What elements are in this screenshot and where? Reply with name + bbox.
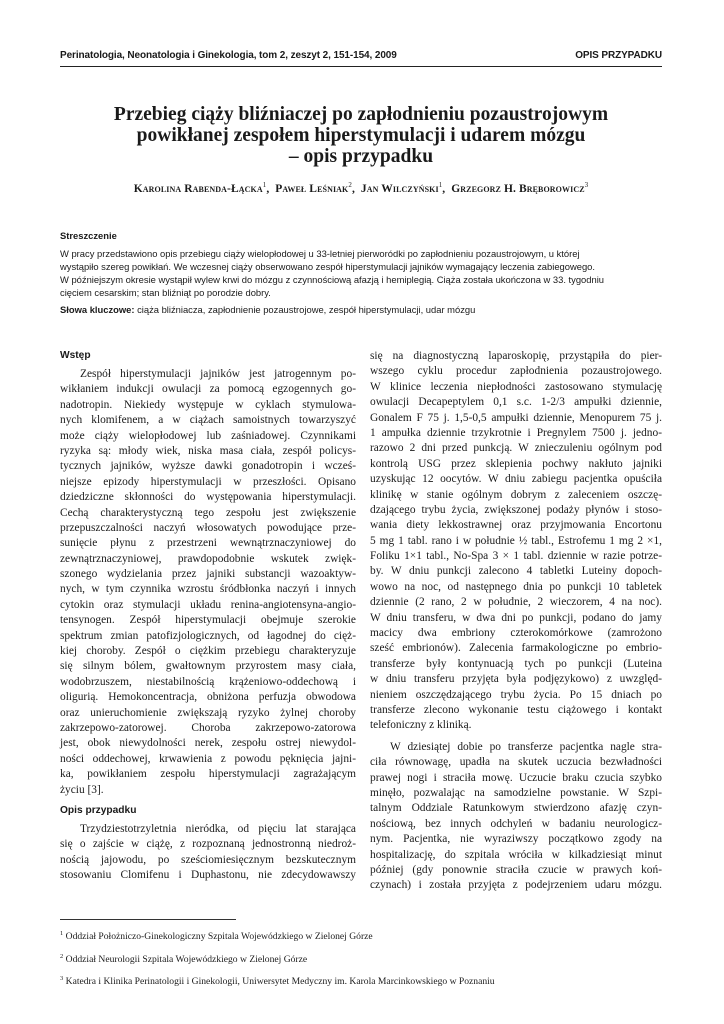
abstract-line: cięciem cesarskim; stan bliźniąt po porodzie dobry. [60, 286, 271, 298]
text-line: klinikę w stanie ogólnym dobrym z zaleceniem oszczę- [370, 488, 662, 501]
text-line: później (gdy ponownie straciła czucie w prawych koń- [370, 863, 662, 876]
case-paragraph-2 [370, 740, 662, 894]
title-line: Przebieg ciąży bliźniaczej po zapłodnieniu pozaustrojowym [113, 104, 609, 125]
author: Karolina Rabenda-Łącka$^1$ [133, 181, 267, 195]
text-line: talnym Oddziale Ratunkowym stwierdzono afazję czyn- [370, 802, 662, 815]
text-line: uzyskując 12 oocytów. W dniu zabiegu pacjentka opuściła [370, 473, 662, 486]
text-line: się silnym bólem, gwałtownym przyrostem masy ciała, [60, 660, 356, 673]
text-line: nych, w tym czynnika wzrostu śródbłonka naczyń i innych [60, 583, 356, 596]
text-line: ności oddechowej, krwawienia z powodu pęknięcia jajni- [60, 752, 356, 765]
text-line: nieniem oszczędzającego trybu życia. Po 15 dniach po [370, 688, 662, 701]
article-title [60, 104, 662, 167]
abstract-heading: Streszczenie [60, 230, 117, 241]
text-line: tycznych jajników, wyższe dawki gonadotropin i wcześ- [60, 460, 356, 473]
text-line: się na diagnostyczną laparoskopię, przystąpiła do pier- [370, 350, 662, 362]
case-paragraph-cont [370, 349, 662, 734]
text-line: transferze zlecono wykonanie testu ciążowego i kontakt [370, 703, 662, 716]
text-line: życiu [3]. [60, 783, 104, 796]
text-line: W dniu transferu, w dwa dni po punkcji, podano do jamy [370, 611, 662, 624]
text-line: Gonalem F 75 j. 1,5-0,5 ampułki dziennie, Menopurem 75 j. [370, 411, 662, 424]
text-line: nym. Pacjentka, nie wyraziwszy początkowo zgody na [370, 833, 662, 846]
section-heading-intro: Wstęp [60, 350, 91, 361]
article-type: OPIS PRZYPADKU [575, 50, 662, 61]
journal-citation: Perinatologia, Neonatologia i Ginekologia, tom 2, zeszyt 2, 151-154, 2009 [60, 50, 397, 61]
title-line: – opis przypadku [288, 146, 434, 167]
text-line: czynach) i została przyjęta z podejrzeniem udaru mózgu. [370, 879, 662, 892]
author: Paweł Leśniak$^2$ [275, 181, 352, 195]
text-line: Foliku 1×1 tabl., No-Spa 3 × 1 tabl. dziennie w razie potrze- [370, 550, 662, 563]
text-line: W klinice leczenia niepłodności zastosowano stymulację [370, 380, 662, 393]
text-line: zewnątrznaczyniowej, prawdopodobnie wskutek zwięk- [60, 552, 356, 565]
keywords-text: ciąża bliźniacza, zapłodnienie pozaustrojowe, zespół hiperstymulacji, udar mózgu [134, 303, 476, 315]
text-line: kiej choroby. Zespół o ciężkim przebiegu charakteryzuje [60, 645, 356, 658]
text-line: W dziesiątej dobie po transferze pacjentka nagle stra- [390, 740, 662, 753]
footnote: $^2$ Oddział Neurologii Szpitala Wojewódzkiego w Zielonej Górze [60, 952, 308, 965]
text-line: jest, obok niewydolności nerek, zespołu ostrej niewydol- [60, 737, 356, 750]
text-line: cytokin oraz stymulacji układu renina-angiotensyna-angio- [60, 598, 356, 611]
text-line: prawej nogi i straciła mowę. Uczucie braku czucia szybko [370, 771, 662, 784]
text-line: Cechą charakterystyczną tego zespołu jest zwiększenie [60, 506, 356, 519]
text-line: owulacji Decapeptylem 0,1 s.c. 1-2/3 ampułki dziennie, [370, 396, 662, 409]
intro-paragraph [60, 367, 356, 798]
text-line: przepuszczalności naczyń włosowatych powodujące prze- [60, 521, 356, 534]
text-line: szonego wydzielania przez jajniki substancji wazoaktyw- [60, 568, 356, 581]
case-paragraph [60, 822, 356, 884]
text-line: dziedziczne skłonności do występowania hiperstymulacji. [60, 491, 356, 504]
text-line: w dniu transferu przyjęta była podjęzykowo) z uwzględ- [370, 673, 662, 686]
footnote-rule [60, 919, 236, 920]
text-line: transferze były kontynuacją tych po punkcji (Luteina [370, 657, 662, 670]
title-line: powikłanej zespołem hiperstymulacji i udarem mózgu [136, 125, 586, 146]
text-line: nościową, bez innych odchyleń w badaniu neurologicz- [370, 817, 662, 830]
text-line: nością jajowodu, po sześciomiesięcznym bezskutecznym [60, 853, 356, 866]
keywords [60, 304, 662, 317]
text-line: razowo 2 dni przed punkcją. W znieczuleniu ogólnym pod [370, 442, 662, 455]
right-column [370, 349, 662, 894]
text-line: oligurią. Hemokoncentracja, obniżona perfuzja obwodowa [60, 691, 356, 704]
abstract-line: W pracy przedstawiono opis przebiegu ciąży wielopłodowej u 33-letniej pierworódki po zapłodnieniu pozaustrojowym, u której [60, 247, 580, 259]
text-line: dziennie (2 rano, 2 w południe, 2 wieczorem, 4 na noc). [370, 596, 662, 609]
text-line: 5 mg 1 tabl. rano i w południe ½ tabl., Estrofemu 1 mg 2 ×1, [370, 534, 662, 547]
author-list: Karolina Rabenda-Łącka$^1$, Paweł Leśniak$^2$, Jan Wilczyński$^1$, Grzegorz H. Bręborowicz$^3$ [133, 181, 589, 195]
footnote: $^1$ Oddział Położniczo-Ginekologiczny Szpitala Wojewódzkiego w Zielonej Górze [60, 930, 373, 943]
text-line: może ciąży wielopłodowej lub zaśniadowej. Czynnikami [60, 429, 356, 442]
section-heading-case: Opis przypadku [60, 804, 137, 816]
footnote: $^3$ Katedra i Klinika Perinatologii i Ginekologii, Uniwersytet Medyczny im. Karola Marcinkowskiego w Poznaniu [60, 975, 495, 988]
text-line: tensynogen. Zespół hiperstymulacji obejmuje szerokie [60, 614, 356, 627]
text-line: kontrolą USG przez sklepienia pochwy nakłuto jajniki [370, 457, 662, 470]
text-line: wowo na noc, od następnego dnia po punkcji 10 tabletek [370, 580, 662, 593]
text-line: sunięcie płynu z przestrzeni wewnątrznaczyniowej do [60, 537, 356, 550]
text-line: wodobrzuszem, niestabilnością krążeniowo-oddechową i [60, 675, 356, 688]
text-line: ka, powikłaniem zespołu hiperstymulacji zagrażającym [60, 768, 356, 781]
text-line: oraz unieruchomienie zwiększają ryzyko żylnej choroby [60, 706, 356, 719]
text-line: by. W dniu punkcji zalecono 4 tabletki Luteiny dopoch- [370, 565, 662, 578]
text-line: spektrum zmian patofizjologicznych, od łagodnej do cięż- [60, 629, 356, 642]
left-column [60, 349, 356, 884]
author: Jan Wilczyński$^1$ [360, 181, 443, 195]
text-line: nych klomifenem, a w ciążach samoistnych towarzyszyć [60, 414, 356, 427]
text-line: niejsze epizody hiperstymulacji w przeszłości. Opisano [60, 475, 356, 488]
text-line: ciła równowagę, upadła na skutek uczucia bezwładności [370, 756, 662, 769]
author: Grzegorz H. Bręborowicz$^3$ [451, 181, 589, 195]
text-line: zakrzepowo-zatorowej. Choroba zakrzepowo-zatorowa [60, 721, 356, 734]
footnotes [60, 924, 662, 992]
text-line: wania diety lekkostrawnej oraz przyjmowania Encortonu [370, 519, 662, 532]
text-line: nadotropin. Niekiedy występuje w cyklach stymulowa- [60, 398, 356, 411]
abstract-line: W późniejszym okresie wystąpił wylew krwi do mózgu z czynnościową afazją i hemiplegią. Ciąża została ukończona w 33. tygodniu [60, 273, 604, 285]
text-line: Trzydziestotrzyletnia nieródka, od pięciu lat starająca [80, 822, 356, 835]
abstract [60, 230, 662, 316]
text-line: hospitalizację, do szpitala wróciła w kilkadziesiąt minut [370, 848, 662, 861]
keywords-label: Słowa kluczowe: [60, 303, 135, 315]
text-line: minęło, pozwalając na samodzielne powstanie. W Szpi- [370, 786, 662, 799]
text-line: się o zajście w ciążę, z rozpoznaną jednostronną niedroż- [60, 838, 356, 851]
text-line: Zespół hiperstymulacji jajników jest jatrogennym po- [80, 368, 356, 380]
text-line: wszego cyklu procedur zapłodnienia pozaustrojowego. [370, 365, 662, 378]
text-line: telefoniczny z kliniką. [370, 719, 472, 732]
text-line: dzającego trybu życia, zwiększonej podaży płynów i stoso- [370, 503, 662, 516]
text-line: ryzyka są: młody wiek, niska masa ciała, zespół policys- [60, 444, 356, 457]
abstract-line: wystąpiło szereg powikłań. We wczesnej ciąży obserwowano zespół hiperstymulacji jajników wymagający leczenia zabiegowego. [60, 260, 595, 272]
header-rule [60, 66, 662, 67]
text-line: wikłaniem indukcji owulacji za pomocą egzogennych go- [60, 383, 356, 396]
text-line: stosowaniu Clomifenu i Duphastonu, nie zdecydowawszy [60, 869, 356, 882]
running-header [60, 50, 662, 61]
text-line: 1 ampułka dziennie trzykrotnie i Pregnylem 7500 j. jedno- [370, 426, 662, 439]
text-line: sześć embrionów). Zalecenia farmakologiczne po embrio- [370, 642, 662, 655]
text-line: macicy dwa embriony czterokomórkowe (zamrożono [370, 627, 662, 640]
